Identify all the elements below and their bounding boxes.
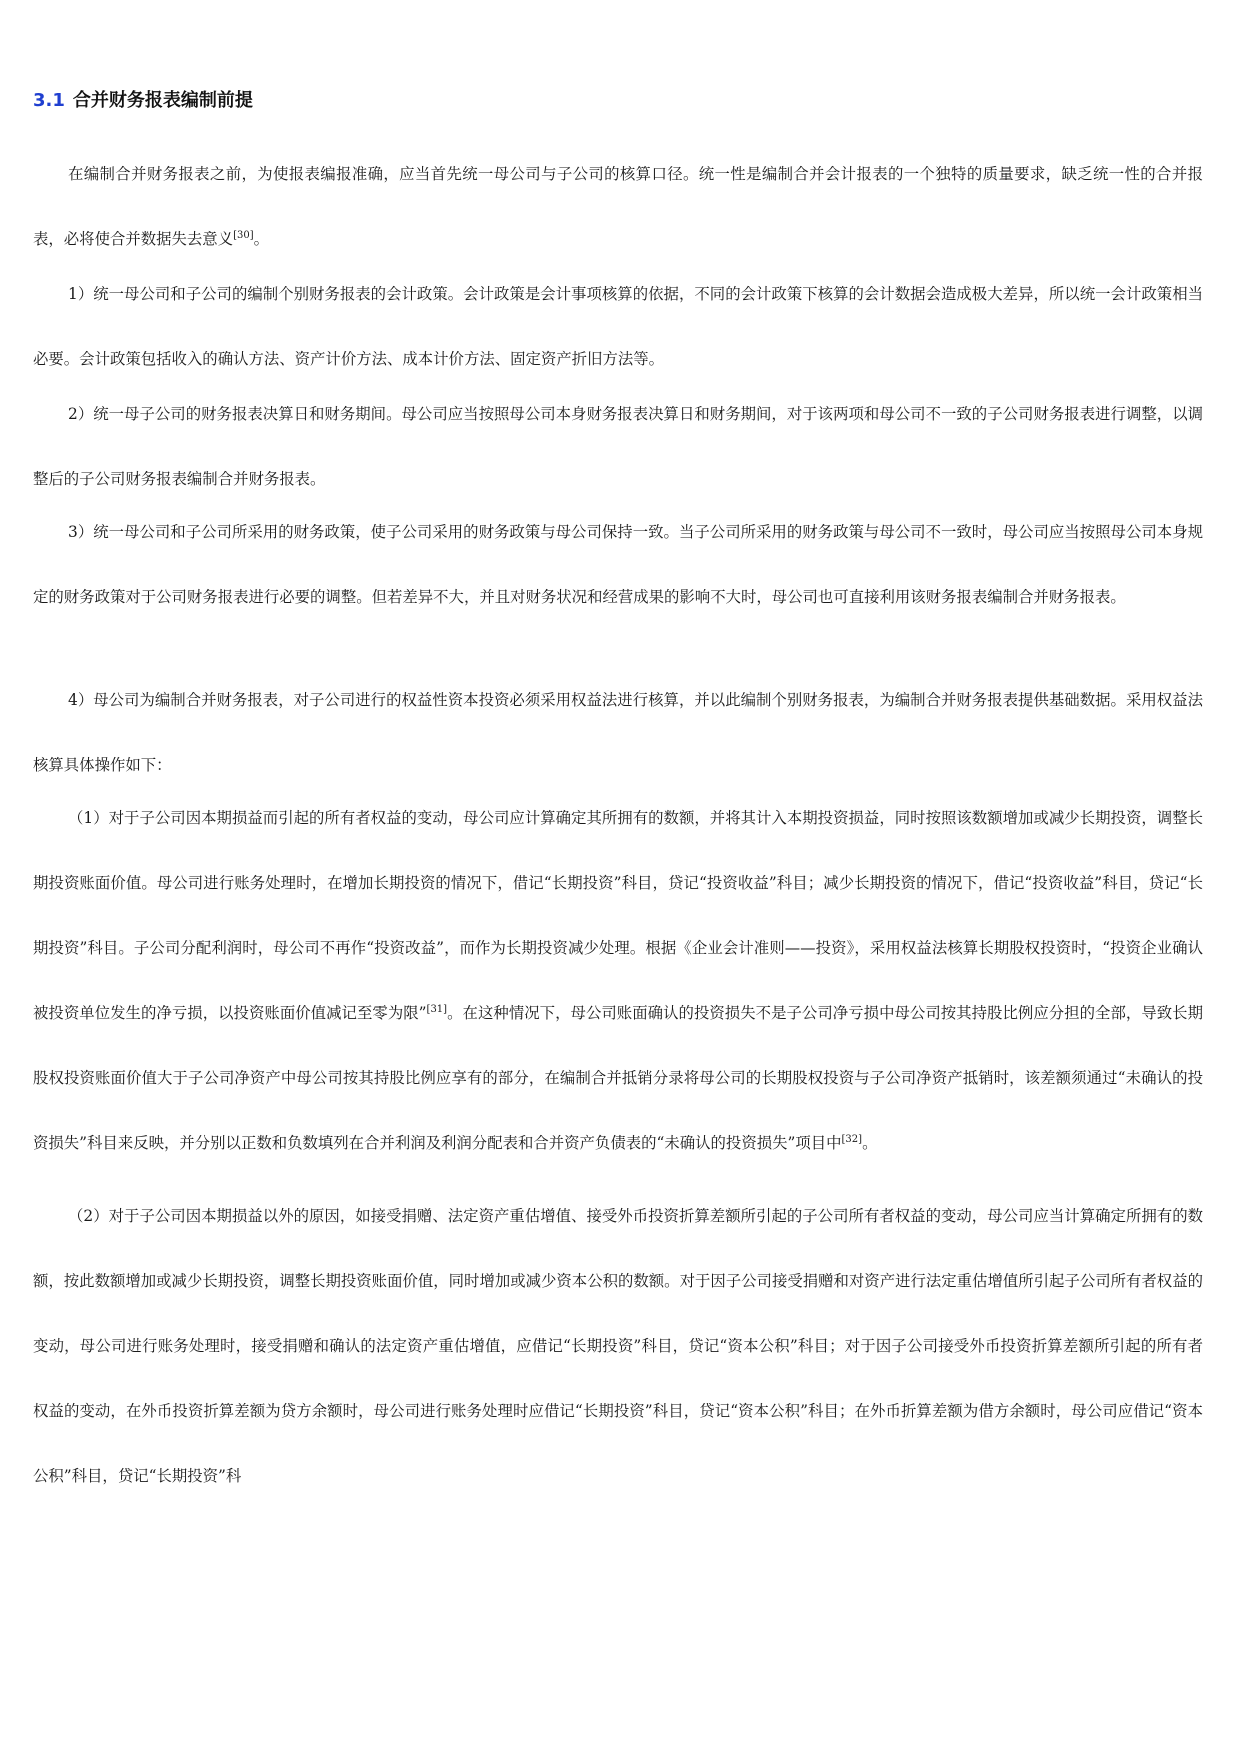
paragraph-text: 2）统一母子公司的财务报表决算日和财务期间。母公司应当按照母公司本身财务报表决算日和财务期间，对于该两项和母公司不一致的子公司财务报表进行调整，以调整后的子公司财务报表编制合并财务报表。: [33, 405, 1203, 488]
section-title: 合并财务报表编制前提: [72, 90, 253, 111]
paragraph-item-2: [33, 382, 1203, 512]
paragraph-sub-2: [33, 1184, 1203, 1509]
paragraph-item-3: [33, 500, 1203, 630]
citation-ref: [31]: [426, 1004, 448, 1015]
paragraph-text: 1）统一母公司和子公司的编制个别财务报表的会计政策。会计政策是会计事项核算的依据，不同的会计政策下核算的会计数据会造成极大差异，所以统一会计政策相当必要。会计政策包括收入的确认方法、资产计价方法、成本计价方法、固定资产折旧方法等。: [33, 285, 1203, 368]
paragraph-intro: [33, 142, 1203, 272]
paragraph-item-4: [33, 668, 1203, 798]
paragraph-sub-1: [33, 786, 1203, 1176]
citation-ref: [30]: [233, 230, 254, 241]
paragraph-tail: 。: [253, 230, 270, 248]
paragraph-text: 3）统一母公司和子公司所采用的财务政策，使子公司采用的财务政策与母公司保持一致。当子公司所采用的财务政策与母公司不一致时，母公司应当按照母公司本身规定的财务政策对于公司财务报表进行必要的调整。但若差异不大，并且对财务状况和经营成果的影响不大时，母公司也可直接利用该财务报表编制合并财务报表。: [33, 523, 1203, 606]
paragraph-text: 4）母公司为编制合并财务报表，对子公司进行的权益性资本投资必须采用权益法进行核算，并以此编制个别财务报表，为编制合并财务报表提供基础数据。采用权益法核算具体操作如下：: [33, 691, 1203, 774]
paragraph-text: 在编制合并财务报表之前，为使报表编报准确，应当首先统一母公司与子公司的核算口径。统一性是编制合并会计报表的一个独特的质量要求，缺乏统一性的合并报表，必将使合并数据失去意义: [33, 165, 1203, 248]
paragraph-item-1: [33, 262, 1203, 392]
paragraph-text: （2）对于子公司因本期损益以外的原因，如接受捐赠、法定资产重估增值、接受外币投资折算差额所引起的子公司所有者权益的变动，母公司应当计算确定所拥有的数额，按此数额增加或减少长期投资，调整长期投资账面价值，同时增加或减少资本公积的数额。对于因子公司接受捐赠和对资产进行法定重估增值所引起子公司所有者权益的变动，母公司进行账务处理时，接受捐赠和确认的法定资产重估增值，应借记“长期投资”科目，贷记“资本公积”科目；对于因子公司接受外币投资折算差额所引起的所有者权益的变动，在外币投资折算差额为贷方余额时，母公司进行账务处理时应借记“长期投资”科目，贷记“资本公积”科目；在外币折算差额为借方余额时，母公司应借记“资本公积”科目，贷记“长期投资”科: [33, 1207, 1203, 1485]
section-heading: [33, 88, 253, 114]
paragraph-tail: 。在这种情况下，母公司账面确认的投资损失不是子公司净亏损中母公司按其持股比例应分担的全部，导致长期股权投资账面价值大于子公司净资产中母公司按其持股比例应享有的部分，在编制合并抵销分录将母公司的长期股权投资与子公司净资产抵销时，该差额须通过“未确认的投资损失”科目来反映，并分别以正数和负数填列在合并利润及利润分配表和合并资产负债表的“未确认的投资损失”项目中: [33, 1004, 1203, 1152]
paragraph-tail: 。: [862, 1134, 878, 1152]
section-number: 3.1: [33, 90, 65, 111]
paragraph-text: （1）对于子公司因本期损益而引起的所有者权益的变动，母公司应计算确定其所拥有的数额，并将其计入本期投资损益，同时按照该数额增加或减少长期投资，调整长期投资账面价值。母公司进行账务处理时，在增加长期投资的情况下，借记“长期投资”科目，贷记“投资收益”科目；减少长期投资的情况下，借记“投资收益”科目，贷记“长期投资”科目。子公司分配利润时，母公司不再作“投资改益”，而作为长期投资减少处理。根据《企业会计准则——投资》，采用权益法核算长期股权投资时，“投资企业确认被投资单位发生的净亏损，以投资账面价值减记至零为限”: [33, 809, 1203, 1022]
citation-ref: [32]: [841, 1134, 863, 1145]
